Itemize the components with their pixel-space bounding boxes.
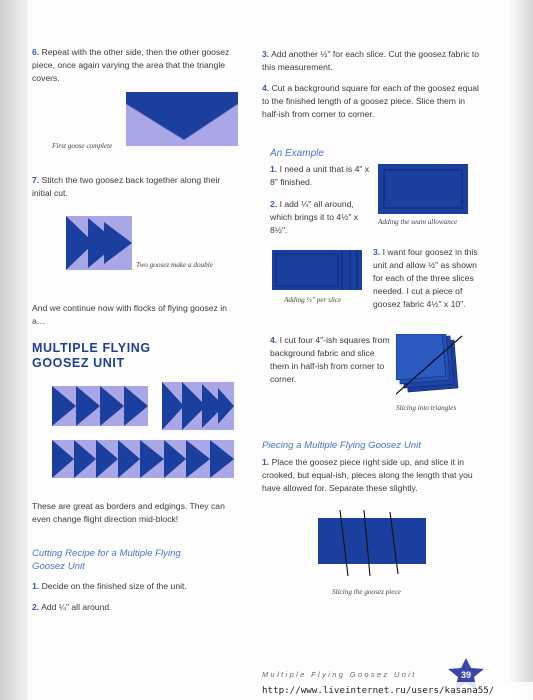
caption-slicing-piece: Slicing the goosez piece [332,588,401,596]
step-7-text: Stitch the two goosez back together along their initial cut. [32,175,221,198]
recipe-step-1-text: Decide on the finished size of the unit. [41,581,187,591]
running-head: Multiple Flying Goosez Unit [262,670,417,679]
page-gutter-shadow [0,0,28,700]
caption-first-goose: First goose complete [52,142,113,150]
recipe-step-1-number: 1. [32,581,40,591]
section-title-line-2: GOOSEZ UNIT [32,356,125,370]
piecing-step-1-number: 1. [262,457,270,467]
step-4-paragraph [262,82,484,121]
borders-paragraph: These are great as borders and edgings. They can even change flight direction mid-block! [32,501,225,524]
recipe-step-2-number: 2. [32,602,40,612]
example-step-1 [270,163,370,189]
example-step-2 [270,198,370,237]
section-title-line-1: MULTIPLE FLYING [32,341,151,355]
example-step-1-number: 1. [270,164,278,174]
slicing-goosez-piece-illustration [318,510,426,576]
step-3-paragraph [262,48,484,74]
page-edge-shadow [511,0,533,700]
recipe-step-1 [32,580,244,593]
first-goose-illustration [126,92,238,146]
step-6-paragraph [32,46,242,85]
step-6-text: Repeat with the other side, then the other goosez piece, once again varying the area that the triangle covers. [32,47,230,83]
recipe-step-2-text: Add ¼" all around. [41,602,112,612]
caption-two-goosez: Two goosez make a double [136,261,213,269]
step-4-number: 4. [262,83,270,93]
piecing-step-1 [262,456,484,495]
step-3-number: 3. [262,49,270,59]
example-step-3 [373,246,481,311]
example-step-1-text: I need a unit that is 4" x 8" finished. [270,164,370,187]
double-goosez-illustration [66,216,132,270]
piecing-step-1-text: Place the goosez piece right side up, and slice it in crooked, but equal-ish, pieces along the length that you have allowed for. Separate these slightly. [262,457,473,493]
continue-paragraph: And we continue now with flocks of flying goosez in a… [32,303,227,326]
example-step-3-text: I want four goosez in this unit and allow ½" as shown for each of the three slices needed. I cut a piece of goosez fabric 4½" x 10". [373,247,478,309]
step-7-number: 7. [32,175,40,185]
step-6-number: 6. [32,47,40,57]
piecing-heading: Piecing a Multiple Flying Goosez Unit [262,440,421,451]
flying-geese-strip-2 [162,382,234,430]
step-3-text: Add another ½" for each slice. Cut the goosez fabric to this measurement. [262,49,480,72]
example-step-4-number: 4. [270,335,278,345]
caption-per-slice: Adding ½" per slice [284,296,342,304]
example-step-2-text: I add ¼" all around, which brings it to 4½" x 8½". [270,199,359,235]
step-4-text: Cut a background square for each of the goosez equal to the finished length of a goosez piece. Slice them in half-ish from corner to corner. [262,83,479,119]
example-step-4 [270,334,390,386]
example-heading: An Example [270,148,324,159]
slicing-triangles-illustration [396,334,468,400]
caption-slicing-triangles: Slicing into triangles [396,404,457,412]
step-7-paragraph [32,174,242,200]
page-number: 39 [460,670,471,680]
flying-geese-strip-3 [52,440,234,478]
example-step-2-number: 2. [270,199,278,209]
caption-seam-allowance: Adding the seam allowance [378,218,458,226]
example-step-3-number: 3. [373,247,381,257]
recipe-step-2 [32,601,244,614]
per-slice-illustration [272,250,362,290]
recipe-heading-line-2: Goosez Unit [32,561,85,572]
flying-geese-strip-1 [52,386,148,426]
seam-allowance-illustration [378,164,468,214]
example-step-4-text: I cut four 4"-ish squares from background fabric and slice them in half-ish from corner to corner. [270,335,390,384]
watermark-url: http://www.liveinternet.ru/users/kasana55/ [262,685,495,696]
recipe-heading-line-1: Cutting Recipe for a Multiple Flying [32,548,181,559]
